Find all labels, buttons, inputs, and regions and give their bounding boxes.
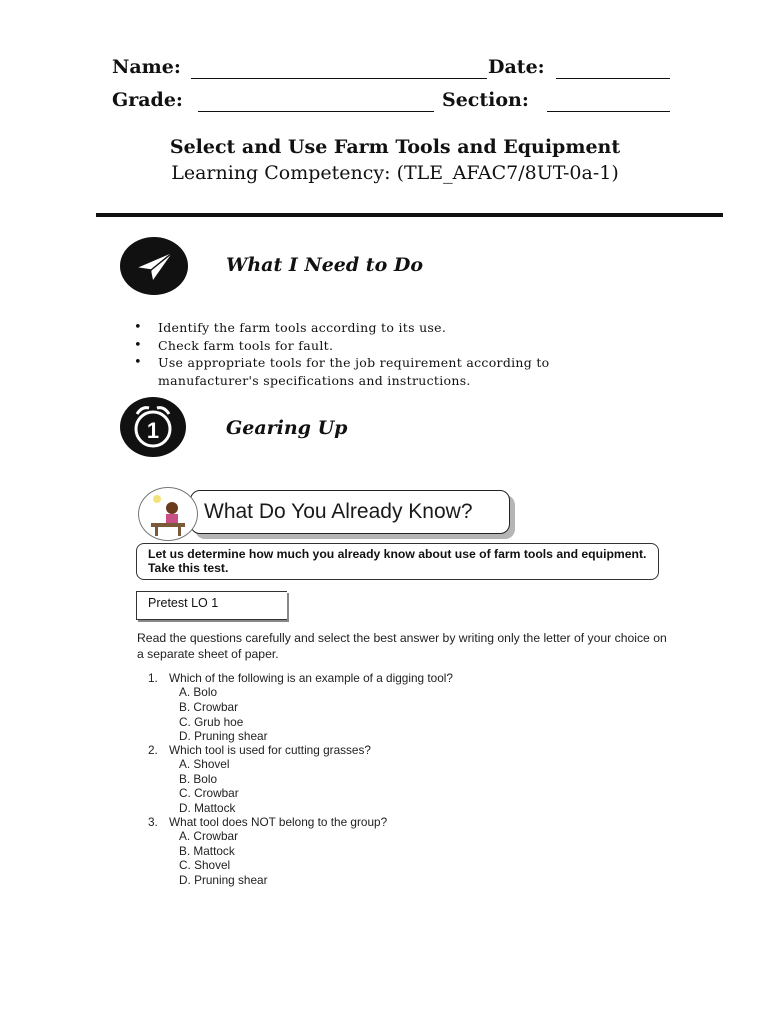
gearing-up-heading: Gearing Up (226, 417, 348, 439)
answer-option: D. Pruning shear (179, 729, 268, 743)
answer-option: C. Shovel (179, 858, 231, 872)
list-item: • Check farm tools for fault. (134, 337, 618, 355)
learning-competency: Learning Competency: (TLE_AFAC7/8UT-0a-1) (171, 162, 619, 184)
pretest-label: Pretest LO 1 (148, 596, 219, 610)
name-label: Name: (112, 56, 181, 78)
answer-option: B. Mattock (179, 844, 235, 858)
date-label: Date: (488, 56, 545, 78)
objectives-list (134, 319, 618, 389)
answer-option: D. Mattock (179, 801, 236, 815)
paper-plane-icon (120, 237, 188, 295)
answer-option: A. Bolo (179, 685, 218, 699)
question-stem: What tool does NOT belong to the group? (169, 815, 388, 829)
banner-text: What Do You Already Know? (204, 500, 473, 523)
question-stem: Which tool is used for cutting grasses? (169, 743, 371, 757)
question-stem: Which of the following is an example of a digging tool? (169, 671, 453, 685)
date-blank[interactable] (556, 78, 670, 79)
intro-text: Let us determine how much you already know about use of farm tools and equipment. Take this test. (148, 547, 647, 575)
worksheet-title: Select and Use Farm Tools and Equipment (169, 136, 621, 158)
section-label: Section: (442, 89, 529, 111)
clock-number: 1 (146, 418, 160, 443)
list-item: • Use appropriate tools for the job requirement according to manufacturer's specifications and instructions. (134, 354, 618, 389)
grade-label: Grade: (112, 89, 183, 111)
test-instructions: Read the questions carefully and select the best answer by writing only the letter of your choice on a separate sheet of paper. (137, 631, 667, 661)
list-item: • Identify the farm tools according to its use. (134, 319, 618, 337)
answer-option: C. Grub hoe (179, 715, 244, 729)
question-number: 3. (148, 815, 158, 829)
question-number: 2. (148, 743, 158, 757)
answer-option: A. Crowbar (179, 829, 239, 843)
answer-option: D. Pruning shear (179, 873, 268, 887)
answer-option: A. Shovel (179, 757, 230, 771)
need-to-do-heading: What I Need to Do (226, 254, 424, 276)
question-number: 1. (148, 671, 158, 685)
student-reading-icon (138, 487, 198, 541)
answer-option: C. Crowbar (179, 786, 239, 800)
name-blank[interactable] (191, 78, 487, 79)
section-blank[interactable] (547, 111, 670, 112)
answer-option: B. Bolo (179, 772, 218, 786)
alarm-clock-icon (120, 397, 186, 457)
divider-rule (96, 213, 723, 217)
grade-blank[interactable] (198, 111, 434, 112)
answer-option: B. Crowbar (179, 700, 239, 714)
